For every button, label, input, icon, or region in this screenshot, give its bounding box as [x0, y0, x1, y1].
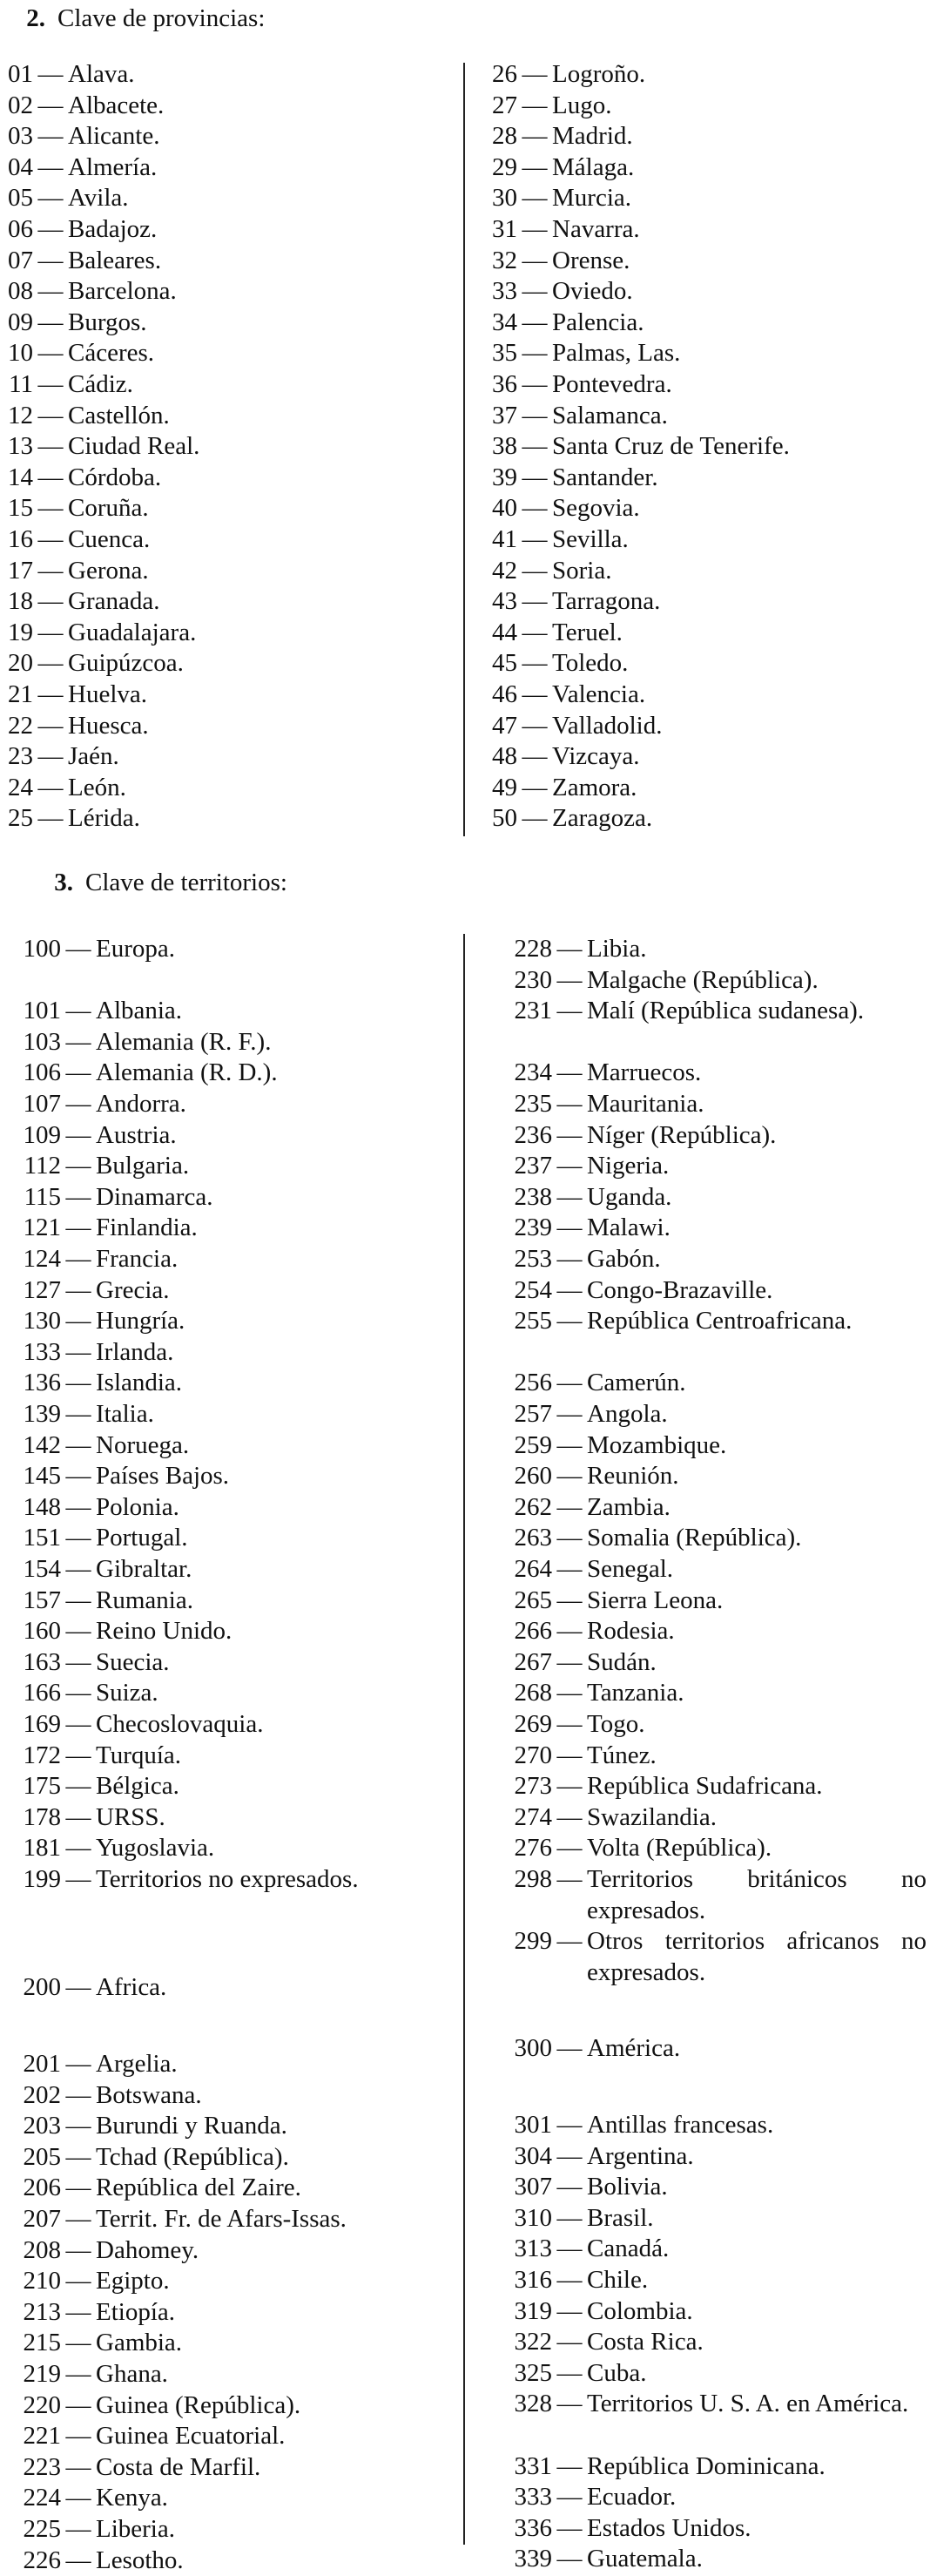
list-item: 331 — República Dominicana. — [514, 2451, 826, 2480]
list-item: 01 — Alava. — [8, 60, 135, 88]
list-item: 28 — Madrid. — [492, 122, 633, 151]
list-item: 322 — Costa Rica. — [514, 2328, 704, 2356]
list-item: 265 — Sierra Leona. — [514, 1585, 724, 1614]
list-item: 269 — Togo. — [514, 1710, 645, 1738]
list-item: 172 — Turquía. — [23, 1741, 182, 1769]
list-item: 27 — Lugo. — [492, 91, 612, 119]
list-item: 45 — Toledo. — [492, 649, 629, 678]
list-item: 31 — Navarra. — [492, 215, 640, 243]
list-item: 16 — Cuenca. — [8, 525, 151, 553]
list-item: 133 — Irlanda. — [23, 1337, 174, 1366]
list-item: 231 — Malí (República sudanesa). — [514, 997, 865, 1025]
list-item: 270 — Túnez. — [514, 1741, 657, 1769]
section-3-heading — [0, 868, 287, 897]
list-item: 208 — Dahomey. — [23, 2235, 199, 2264]
list-item: 109 — Austria. — [23, 1120, 177, 1149]
list-item: 43 — Tarragona. — [492, 587, 661, 616]
list-item: 219 — Ghana. — [23, 2360, 168, 2388]
list-item: 213 — Etiopía. — [23, 2297, 176, 2326]
list-item: 205 — Tchad (República). — [23, 2142, 289, 2171]
list-item: 254 — Congo-Brazaville. — [514, 1275, 773, 1304]
list-item: 121 — Finlandia. — [23, 1214, 198, 1242]
list-item: 19 — Guadalajara. — [8, 618, 197, 646]
list-item: 03 — Alicante. — [8, 122, 160, 151]
list-item: 336 — Estados Unidos. — [514, 2513, 751, 2542]
list-item: 130 — Hungría. — [23, 1307, 185, 1335]
list-item: 307 — Bolivia. — [514, 2173, 668, 2201]
list-item: 316 — Chile. — [514, 2266, 649, 2294]
list-item: 32 — Orense. — [492, 246, 630, 274]
list-item: 05 — Avila. — [8, 184, 129, 213]
list-item: 103 — Alemania (R. F.). — [23, 1027, 272, 1056]
list-item: 13 — Ciudad Real. — [8, 432, 200, 461]
list-item: 225 — Liberia. — [23, 2515, 175, 2543]
list-item: 08 — Barcelona. — [8, 277, 177, 306]
list-item: 207 — Territ. Fr. de Afars-Issas. — [23, 2205, 347, 2233]
list-item: 239 — Malawi. — [514, 1214, 671, 1242]
list-item: 301 — Antillas francesas. — [514, 2111, 774, 2139]
list-item: 44 — Teruel. — [492, 618, 623, 646]
list-item: 136 — Islandia. — [23, 1369, 183, 1397]
list-item: 224 — Kenya. — [23, 2484, 168, 2512]
list-item: 160 — Reino Unido. — [23, 1617, 232, 1646]
list-item: 199 — Territorios no expresados. — [23, 1865, 359, 1893]
list-item: 206 — República del Zaire. — [23, 2174, 301, 2202]
list-item: 49 — Zamora. — [492, 773, 637, 801]
list-item: 21 — Huelva. — [8, 680, 147, 708]
section-3-title: Clave de territorios: — [85, 869, 287, 896]
column-divider — [463, 934, 465, 2545]
list-item: 154 — Gibraltar. — [23, 1555, 192, 1583]
list-item: 264 — Senegal. — [514, 1555, 674, 1583]
list-item: 178 — URSS. — [23, 1802, 165, 1831]
list-item: 124 — Francia. — [23, 1245, 179, 1273]
list-item: 142 — Noruega. — [23, 1430, 190, 1459]
list-item: 17 — Gerona. — [8, 556, 149, 585]
list-item: 47 — Valladolid. — [492, 711, 663, 740]
list-item: 298 — Territorios británicos no expresados. — [514, 1865, 927, 1924]
list-item: 139 — Italia. — [23, 1400, 154, 1428]
list-item: 107 — Andorra. — [23, 1090, 186, 1118]
list-item: 210 — Egipto. — [23, 2267, 170, 2295]
list-item: 237 — Nigeria. — [514, 1152, 670, 1180]
list-item: 259 — Mozambique. — [514, 1430, 727, 1459]
list-item: 313 — Canadá. — [514, 2235, 670, 2263]
list-item: 235 — Mauritania. — [514, 1090, 704, 1118]
list-item: 223 — Costa de Marfil. — [23, 2452, 261, 2481]
list-item: 276 — Volta (República). — [514, 1834, 772, 1863]
list-item: 166 — Suiza. — [23, 1679, 158, 1707]
list-item: 24 — León. — [8, 773, 126, 801]
list-item: 273 — República Sudafricana. — [514, 1772, 823, 1801]
list-item: 236 — Níger (República). — [514, 1120, 777, 1149]
list-item: 151 — Portugal. — [23, 1524, 188, 1552]
list-item: 256 — Camerún. — [514, 1369, 686, 1397]
list-item: 106 — Alemania (R. D.). — [23, 1058, 278, 1087]
section-3-number: 3. — [54, 869, 73, 896]
list-item: 38 — Santa Cruz de Tenerife. — [492, 432, 790, 461]
list-item: 163 — Suecia. — [23, 1647, 170, 1676]
list-item: 41 — Sevilla. — [492, 525, 629, 553]
list-item: 148 — Polonia. — [23, 1492, 179, 1521]
list-item: 268 — Tanzania. — [514, 1679, 684, 1707]
list-item: 201 — Argelia. — [23, 2050, 178, 2078]
list-item: 18 — Granada. — [8, 587, 160, 616]
list-item: 266 — Rodesia. — [514, 1617, 675, 1646]
list-item: 328 — Territorios U. S. A. en América. — [514, 2390, 909, 2418]
list-item: 30 — Murcia. — [492, 184, 631, 213]
list-item: 267 — Sudán. — [514, 1647, 657, 1676]
list-item: 175 — Bélgica. — [23, 1772, 179, 1801]
list-item: 48 — Vizcaya. — [492, 742, 640, 771]
list-item: 100 — Europa. — [23, 935, 175, 963]
list-item: 37 — Salamanca. — [492, 401, 668, 429]
list-item: 04 — Almería. — [8, 152, 158, 181]
list-item: 319 — Colombia. — [514, 2296, 693, 2325]
list-item: 300 — América. — [514, 2034, 681, 2062]
list-item: 112 — Bulgaria. — [24, 1152, 190, 1180]
list-item: 215 — Gambia. — [23, 2329, 183, 2357]
list-item: 260 — Reunión. — [514, 1462, 679, 1491]
list-item: 226 — Lesotho. — [23, 2546, 184, 2574]
list-item: 228 — Libia. — [514, 935, 647, 963]
list-item: 34 — Palencia. — [492, 308, 644, 336]
list-item: 310 — Brasil. — [514, 2203, 654, 2232]
list-item: 07 — Baleares. — [8, 246, 162, 274]
list-item: 46 — Valencia. — [492, 680, 646, 708]
list-item: 221 — Guinea Ecuatorial. — [23, 2422, 286, 2451]
list-item: 36 — Pontevedra. — [492, 370, 672, 398]
list-item: 26 — Logroño. — [492, 60, 646, 88]
list-item: 230 — Malgache (República). — [514, 965, 819, 994]
list-item: 06 — Badajoz. — [8, 215, 158, 243]
list-item: 11 — Cádiz. — [9, 370, 133, 398]
list-item: 14 — Córdoba. — [8, 463, 162, 491]
section-2-heading — [0, 3, 265, 33]
list-item: 274 — Swazilandia. — [514, 1802, 717, 1831]
list-item: 238 — Uganda. — [514, 1182, 672, 1211]
list-item: 15 — Coruña. — [8, 494, 149, 523]
list-item: 257 — Angola. — [514, 1400, 668, 1428]
section-2-title: Clave de provincias: — [57, 4, 266, 32]
list-item: 42 — Soria. — [492, 556, 612, 585]
list-item: 304 — Argentina. — [514, 2141, 694, 2170]
list-item: 115 — Dinamarca. — [24, 1182, 213, 1211]
column-divider — [463, 63, 465, 836]
list-item: 127 — Grecia. — [23, 1275, 170, 1304]
list-item: 255 — República Centroafricana. — [514, 1307, 852, 1335]
list-item: 263 — Somalia (República). — [514, 1524, 802, 1552]
list-item: 169 — Checoslovaquia. — [23, 1710, 264, 1738]
list-item: 23 — Jaén. — [8, 742, 119, 771]
list-item: 202 — Botswana. — [23, 2080, 202, 2109]
list-item: 101 — Albania. — [23, 997, 183, 1025]
list-item: 157 — Rumania. — [23, 1585, 193, 1614]
list-item: 181 — Yugoslavia. — [23, 1834, 215, 1863]
list-item: 145 — Países Bajos. — [23, 1462, 230, 1491]
list-item: 234 — Marruecos. — [514, 1058, 702, 1087]
list-item: 40 — Segovia. — [492, 494, 640, 523]
list-item: 33 — Oviedo. — [492, 277, 633, 306]
list-item: 200 — Africa. — [23, 1973, 167, 2001]
list-item: 262 — Zambia. — [514, 1492, 671, 1521]
list-item: 22 — Huesca. — [8, 711, 149, 740]
list-item: 253 — Gabón. — [514, 1245, 661, 1273]
list-item: 333 — Ecuador. — [514, 2483, 677, 2512]
list-item: 220 — Guinea (República). — [23, 2390, 301, 2419]
list-item: 39 — Santander. — [492, 463, 658, 491]
list-item: 325 — Cuba. — [514, 2358, 647, 2387]
list-item: 299 — Otros territorios africanos no expresados. — [514, 1927, 927, 1986]
list-item: 12 — Castellón. — [8, 401, 170, 429]
list-item: 339 — Guatemala. — [514, 2545, 703, 2573]
list-item: 50 — Zaragoza. — [492, 804, 653, 833]
section-2-number: 2. — [26, 4, 45, 32]
list-item: 10 — Cáceres. — [8, 339, 155, 368]
list-item: 29 — Málaga. — [492, 152, 635, 181]
list-item: 203 — Burundi y Ruanda. — [23, 2112, 287, 2140]
list-item: 25 — Lérida. — [8, 804, 140, 833]
list-item: 20 — Guipúzcoa. — [8, 649, 184, 678]
list-item: 35 — Palmas, Las. — [492, 339, 681, 368]
list-item: 09 — Burgos. — [8, 308, 147, 336]
list-item: 02 — Albacete. — [8, 91, 165, 119]
